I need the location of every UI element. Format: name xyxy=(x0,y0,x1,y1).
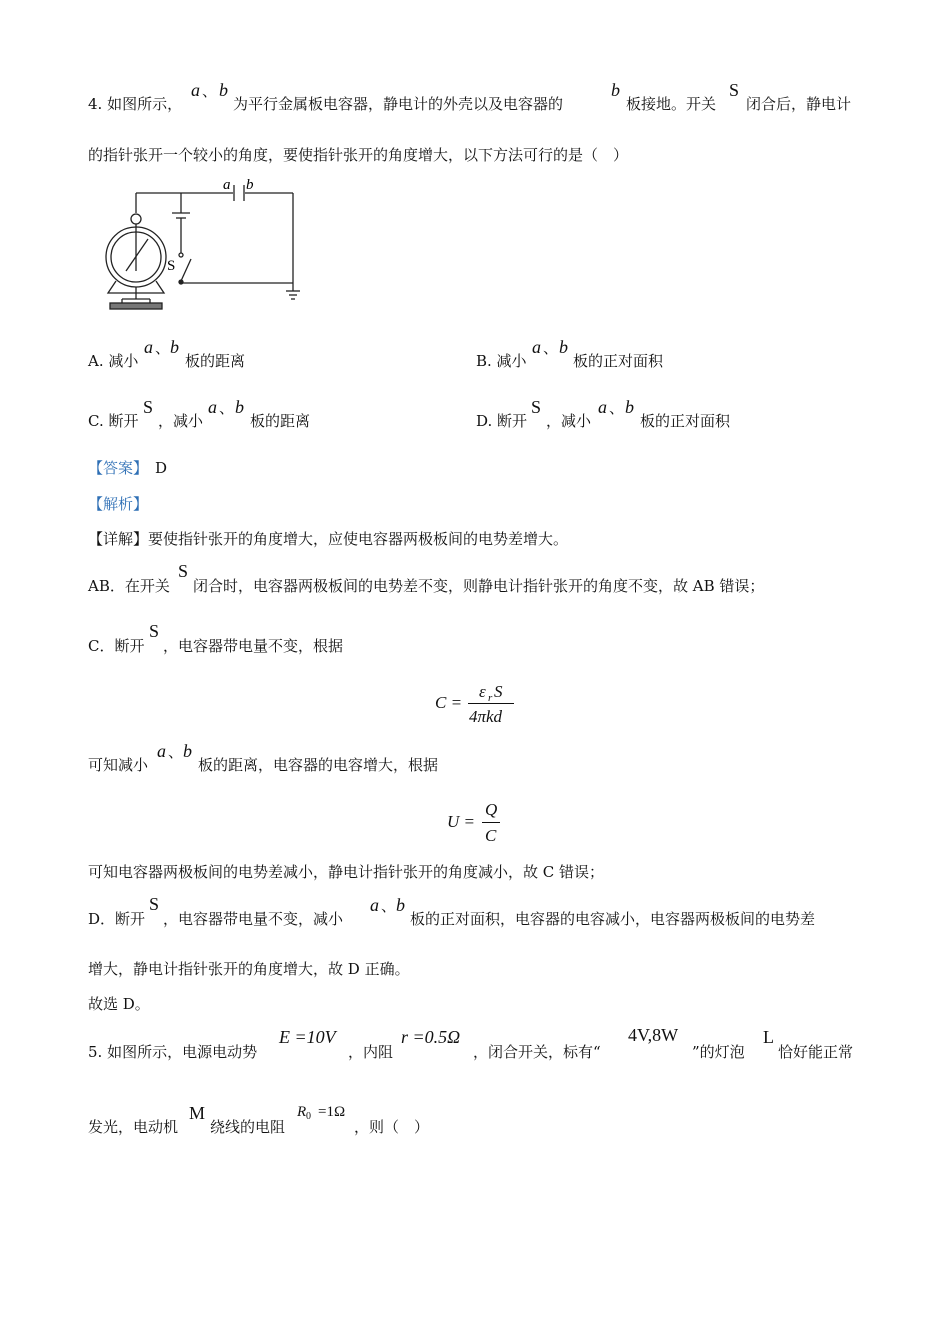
option-b-prefix: B. 减小 xyxy=(476,352,527,370)
option-c-mid: ，减小 xyxy=(158,412,204,430)
q5-end1: 恰好能正常 xyxy=(778,1043,854,1061)
q5-mid3: ”的灯泡 xyxy=(692,1043,745,1061)
option-d-sep: 、 xyxy=(609,399,625,417)
c2-var-b: b xyxy=(183,741,192,761)
detail-text: 【详解】要使指针张开的角度增大，应使电容器两极板间的电势差增大。 xyxy=(88,530,569,548)
option-d-prefix: D. 断开 xyxy=(476,412,528,430)
option-c-suffix: 板的距离 xyxy=(250,412,311,430)
q5-R0-sub: 0 xyxy=(306,1111,311,1122)
analysis-label: 【解析】 xyxy=(88,495,149,513)
option-a-suffix: 板的距离 xyxy=(185,352,246,370)
q5-mid1: ，内阻 xyxy=(348,1043,394,1061)
d-var-b: b xyxy=(396,895,405,915)
c-prefix: C．断开 xyxy=(88,637,145,655)
q5-line2-end: ，则（ ） xyxy=(354,1118,430,1136)
option-d-mid: ，减小 xyxy=(546,412,592,430)
d-var-a: a xyxy=(370,895,379,915)
q5-line2-mid: 绕线的电阻 xyxy=(210,1118,286,1136)
formula2-fraction-bar xyxy=(482,822,500,823)
q4-stem-text2: 板接地。开关 xyxy=(626,95,717,113)
q5-mid2: ，闭合开关，标有“ xyxy=(473,1043,601,1061)
q4-stem-text3: 闭合后，静电计 xyxy=(746,95,852,113)
d-sep: 、 xyxy=(381,897,397,915)
c-var-S: S xyxy=(149,621,160,641)
d-mid: ，电容器带电量不变，减小 xyxy=(163,910,344,928)
q4-var-b2: b xyxy=(611,80,620,100)
formula1-num-S: S xyxy=(494,682,503,701)
c2-suffix: 板的距离，电容器的电容增大，根据 xyxy=(198,756,439,774)
formula1-num-sub: r xyxy=(488,692,493,704)
formula1-fraction-bar xyxy=(468,703,514,704)
q5-R0-letter: R xyxy=(297,1104,307,1120)
electrometer-needle xyxy=(126,239,148,271)
option-c-sep: 、 xyxy=(219,399,235,417)
q4-var-S: S xyxy=(729,80,740,100)
answer-value: D xyxy=(155,459,168,477)
d-var-S: S xyxy=(149,894,160,914)
d-prefix: D．断开 xyxy=(88,910,146,928)
answer-label: 【答案】 xyxy=(88,459,149,477)
q4-sep: 、 xyxy=(202,82,218,100)
c2-prefix: 可知减小 xyxy=(88,756,149,774)
q4-circuit-figure xyxy=(100,175,315,315)
d2-text: 增大，静电计指针张开的角度增大，故 D 正确。 xyxy=(88,960,410,978)
option-c-prefix: C. 断开 xyxy=(88,412,139,430)
switch-contact-top xyxy=(179,253,183,257)
option-a-var-b: b xyxy=(170,337,179,357)
option-b-suffix: 板的正对面积 xyxy=(573,352,664,370)
ab-prefix: AB．在开关 xyxy=(88,577,170,595)
electrometer-base xyxy=(110,303,162,309)
option-b-var-b: b xyxy=(559,337,568,357)
q5-internal-resistance: r =0.5Ω xyxy=(401,1027,461,1047)
c-suffix: ，电容器带电量不变，根据 xyxy=(163,637,344,655)
label-a: a xyxy=(223,177,231,193)
formula1-lhs: C = xyxy=(435,693,463,712)
formula2-den: C xyxy=(485,826,497,845)
option-a-var-a: a xyxy=(144,337,153,357)
formula2-num: Q xyxy=(485,800,498,819)
q5-rating: 4V,8W xyxy=(628,1025,679,1045)
option-a-prefix: A. 减小 xyxy=(88,352,139,370)
q4-stem-text: 为平行金属板电容器，静电计的外壳以及电容器的 xyxy=(233,95,564,113)
option-c-var-a: a xyxy=(208,397,217,417)
option-c-var-b: b xyxy=(235,397,244,417)
option-c-var-S: S xyxy=(143,397,154,417)
formula2-lhs: U = xyxy=(447,812,475,831)
q4-var-a: a xyxy=(191,80,200,100)
option-a-sep: 、 xyxy=(155,339,171,357)
switch-blade xyxy=(181,259,191,281)
d-suffix: 板的正对面积，电容器的电容减小，电容器两极板间的电势差 xyxy=(410,910,816,928)
formula1-den: 4πkd xyxy=(469,707,503,726)
ab-suffix: 闭合时，电容器两极板间的电势差不变，则静电计指针张开的角度不变，故 AB 错误； xyxy=(193,577,765,595)
option-d-suffix: 板的正对面积 xyxy=(640,412,731,430)
ab-var-S: S xyxy=(178,561,189,581)
c3-text: 可知电容器两极板间的电势差减小，静电计指针张开的角度减小，故 C 错误； xyxy=(88,863,605,881)
q4-stem-line2: 的指针张开一个较小的角度，要使指针张开的角度增大，以下方法可行的是（ ） xyxy=(88,146,629,164)
q5-lamp-L: L xyxy=(763,1027,774,1047)
option-b-sep: 、 xyxy=(543,339,559,357)
q5-line2-prefix: 发光，电动机 xyxy=(88,1118,179,1136)
formula1-num-eps: ε xyxy=(479,682,486,701)
label-S: S xyxy=(167,258,176,274)
c2-var-a: a xyxy=(157,741,166,761)
c2-sep: 、 xyxy=(168,743,184,761)
option-d-var-S: S xyxy=(531,397,542,417)
switch-contact-bottom xyxy=(179,280,183,284)
q5-emf: E =10V xyxy=(279,1027,336,1047)
option-d-var-b: b xyxy=(625,397,634,417)
option-d-var-a: a xyxy=(598,397,607,417)
electrometer-knob xyxy=(131,214,141,224)
q5-motor-M: M xyxy=(189,1103,206,1123)
q5-R0-value: =1Ω xyxy=(318,1104,346,1120)
conclusion-text: 故选 D。 xyxy=(88,995,150,1013)
label-b: b xyxy=(246,177,254,193)
q5-prefix: 5. 如图所示，电源电动势 xyxy=(88,1043,258,1061)
q4-number: 4. 如图所示， xyxy=(88,95,183,113)
option-b-var-a: a xyxy=(532,337,541,357)
q4-var-b: b xyxy=(219,80,228,100)
